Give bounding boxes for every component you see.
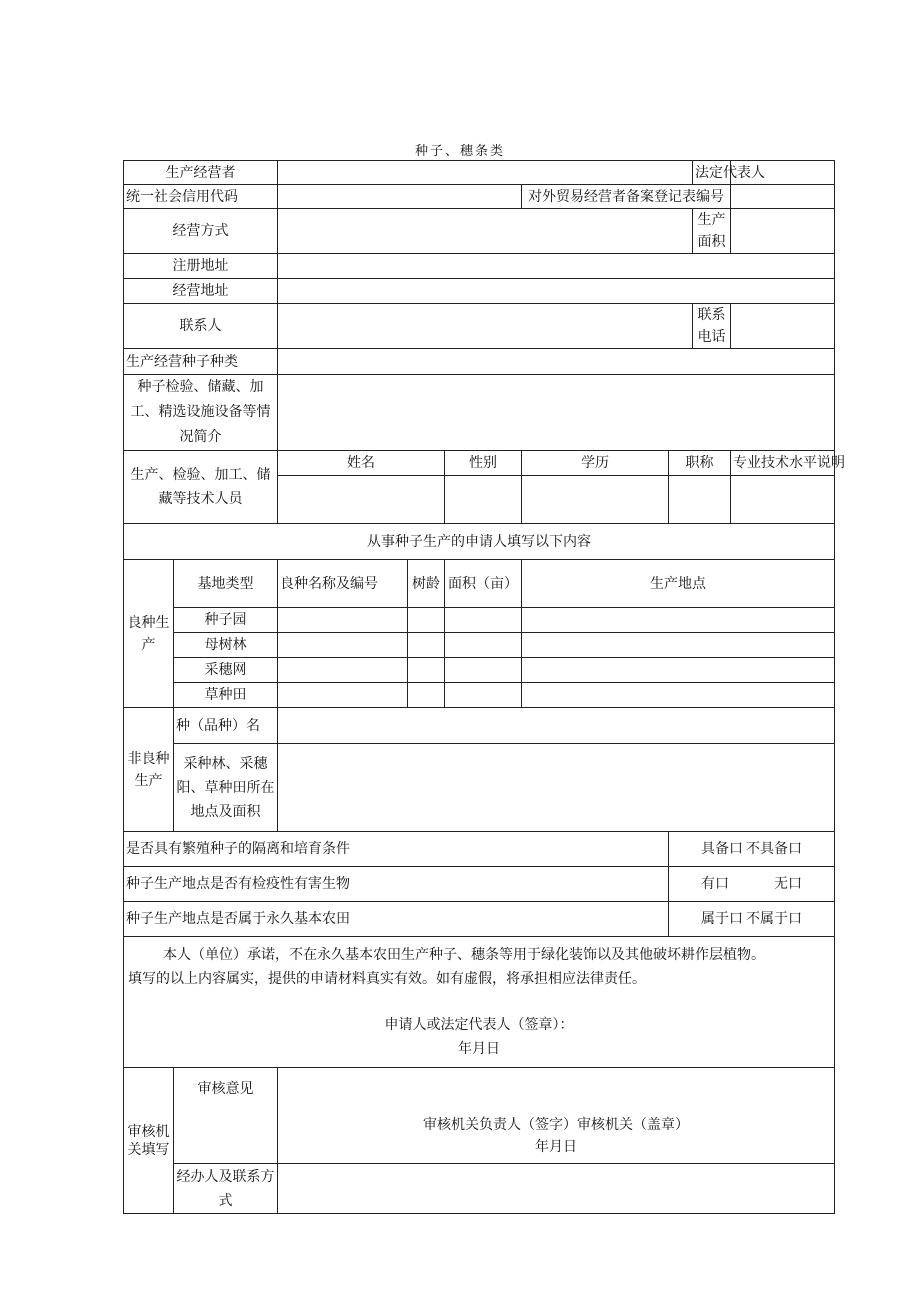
review-side-label: 审核机关填写	[124, 1068, 174, 1214]
operator-label: 生产经营者	[124, 161, 278, 185]
credit-code-label: 统一社会信用代码	[124, 185, 278, 209]
trade-reg-field[interactable]	[731, 185, 835, 209]
area-cell[interactable]	[445, 633, 522, 658]
area-field[interactable]	[731, 209, 835, 254]
check-options[interactable]	[669, 867, 835, 902]
mode-field[interactable]	[278, 209, 693, 254]
variety-cell[interactable]	[278, 683, 408, 708]
age-cell[interactable]	[408, 658, 445, 683]
application-form	[123, 160, 846, 1214]
applicant-date: 年月日	[458, 1041, 501, 1057]
handler-field[interactable]	[278, 1164, 835, 1214]
pledge-block	[124, 937, 835, 1068]
reg-addr-field[interactable]	[278, 254, 835, 279]
base-type-row: 草种田	[174, 683, 278, 708]
check-option-no[interactable]: 不具备口	[746, 841, 803, 857]
tech-staff-label: 生产、检验、加工、储藏等技术人员	[124, 451, 278, 524]
trade-reg-label: 对外贸易经营者备案登记表编号	[522, 185, 731, 209]
age-cell[interactable]	[408, 608, 445, 633]
staff-skill-field[interactable]	[731, 476, 835, 524]
age-cell[interactable]	[408, 633, 445, 658]
age-header: 树龄	[408, 560, 445, 608]
location-cell[interactable]	[522, 658, 835, 683]
staff-header-skill: 专业技术水平说明	[731, 451, 835, 476]
staff-header-education: 学历	[522, 451, 669, 476]
operator-field[interactable]	[278, 161, 693, 185]
op-addr-label: 经营地址	[124, 279, 278, 304]
phone-field[interactable]	[731, 304, 835, 349]
area-label: 生产面积	[693, 209, 731, 254]
check-option-yes[interactable]: 有口	[701, 876, 729, 892]
review-date: 年月日	[535, 1138, 578, 1155]
base-type-row: 母树林	[174, 633, 278, 658]
contact-field[interactable]	[278, 304, 693, 349]
non-good-variety-label: 种（品种）名	[174, 708, 278, 744]
area-cell[interactable]	[445, 683, 522, 708]
credit-code-field[interactable]	[278, 185, 522, 209]
applicant-signature: 申请人或法定代表人（签章）：	[384, 1017, 574, 1033]
section-header: 从事种子生产的申请人填写以下内容	[124, 524, 835, 560]
review-sign-line: 审核机关负责人（签字）审核机关（盖章）	[423, 1116, 690, 1133]
area-cell[interactable]	[445, 658, 522, 683]
base-type-row: 采穗网	[174, 658, 278, 683]
location-cell[interactable]	[522, 608, 835, 633]
area-header: 面积（亩）	[445, 560, 522, 608]
non-good-location-label: 采种林、采穗阳、草种田所在地点及面积	[174, 744, 278, 832]
legal-rep-label: 法定代表人	[693, 161, 731, 185]
variety-cell[interactable]	[278, 608, 408, 633]
contact-label: 联系人	[124, 304, 278, 349]
seed-types-label: 生产经营种子种类	[124, 349, 278, 375]
pledge-text-2: 填写的以上内容属实，提供的申请材料真实有效。如有虚假，将承担相应法律责任。	[128, 971, 646, 987]
variety-cell[interactable]	[278, 633, 408, 658]
check-option-yes[interactable]: 具备口	[701, 841, 743, 857]
check-option-no[interactable]: 不属于口	[746, 911, 803, 927]
check-options[interactable]	[669, 832, 835, 867]
area-cell[interactable]	[445, 608, 522, 633]
location-header: 生产地点	[522, 560, 835, 608]
check-option-yes[interactable]: 属于口	[701, 911, 743, 927]
review-opinion-field[interactable]	[278, 1068, 835, 1164]
non-good-variety-field[interactable]	[278, 708, 835, 744]
location-cell[interactable]	[522, 683, 835, 708]
pledge-text-1: 本人（单位）承诺，不在永久基本农田生产种子、穗条等用于绿化装饰以及其他破坏耕作层植物。	[163, 947, 765, 963]
staff-education-field[interactable]	[522, 476, 669, 524]
reg-addr-label: 注册地址	[124, 254, 278, 279]
good-seed-side-label: 良种生产	[124, 560, 174, 708]
age-cell[interactable]	[408, 683, 445, 708]
non-good-location-field[interactable]	[278, 744, 835, 832]
base-type-row: 种子园	[174, 608, 278, 633]
staff-header-gender: 性别	[445, 451, 522, 476]
variety-cell[interactable]	[278, 658, 408, 683]
mode-label: 经营方式	[124, 209, 278, 254]
facilities-label: 种子检验、储藏、加工、精选设施设备等情况简介	[124, 375, 278, 451]
check-options[interactable]	[669, 902, 835, 937]
op-addr-field[interactable]	[278, 279, 835, 304]
non-good-seed-side-label: 非良种生产	[124, 708, 174, 832]
seed-types-field[interactable]	[278, 349, 835, 375]
handler-label: 经办人及联系方式	[174, 1164, 278, 1214]
staff-gender-field[interactable]	[445, 476, 522, 524]
check-option-no[interactable]: 无口	[774, 876, 803, 892]
check-question: 种子生产地点是否有检疫性有害生物	[124, 867, 669, 902]
staff-header-title: 职称	[669, 451, 731, 476]
staff-name-field[interactable]	[278, 476, 445, 524]
staff-header-name: 姓名	[278, 451, 445, 476]
review-opinion-label: 审核意见	[174, 1068, 278, 1164]
check-question: 种子生产地点是否属于永久基本农田	[124, 902, 669, 937]
facilities-field[interactable]	[278, 375, 835, 451]
variety-header: 良种名称及编号	[278, 560, 408, 608]
staff-title-field[interactable]	[669, 476, 731, 524]
base-type-header: 基地类型	[174, 560, 278, 608]
check-question: 是否具有繁殖种子的隔离和培育条件	[124, 832, 669, 867]
location-cell[interactable]	[522, 633, 835, 658]
form-title: 种子、穗条类	[414, 144, 505, 159]
phone-label: 联系电话	[693, 304, 731, 349]
